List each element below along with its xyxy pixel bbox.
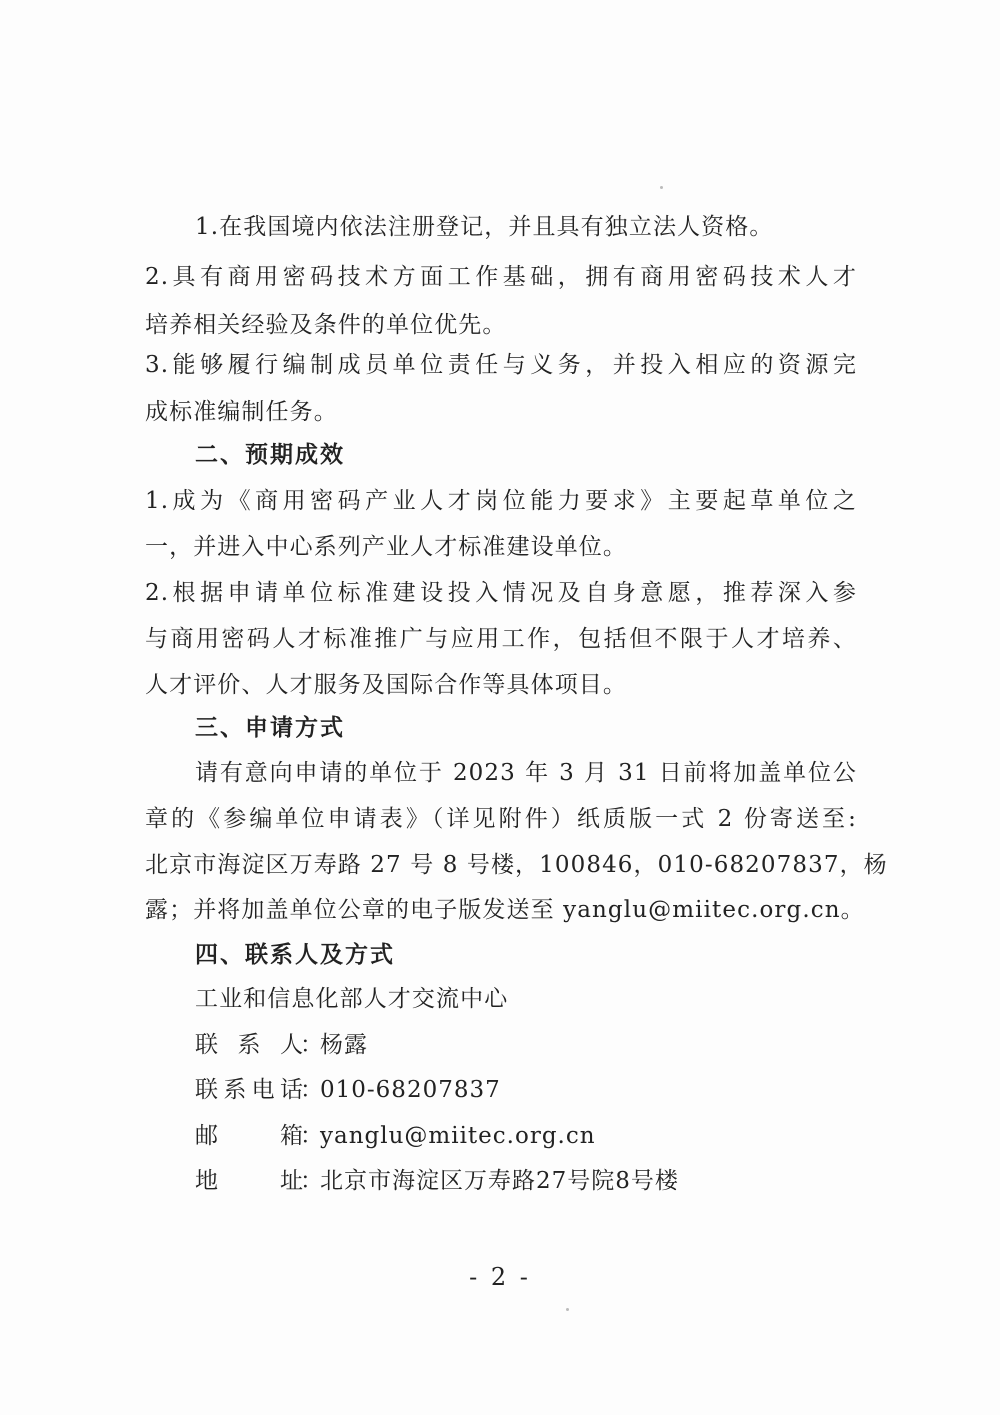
contact-person-label: 联系人: [195, 1032, 303, 1058]
page-number: - 2 -: [469, 1263, 531, 1291]
contact-person-colon: ：: [300, 1032, 323, 1058]
requirement-3-line-2: 成标准编制任务。: [145, 399, 338, 425]
contact-phone-label: 联系电话: [195, 1077, 303, 1103]
result-2-line-2: 与商用密码人才标准推广与应用工作，包括但不限于人才培养、: [145, 626, 857, 652]
contact-address-colon: ：: [300, 1168, 323, 1194]
result-1-line-1: 1.成为《商用密码产业人才岗位能力要求》主要起草单位之: [145, 488, 857, 514]
application-line-4: 露；并将加盖单位公章的电子版发送至 yanglu@miitec.org.cn。: [145, 897, 865, 923]
result-2-line-3: 人才评价、人才服务及国际合作等具体项目。: [145, 672, 627, 698]
requirement-1: 1.在我国境内依法注册登记，并且具有独立法人资格。: [195, 214, 774, 240]
contact-organization: 工业和信息化部人才交流中心: [195, 986, 509, 1012]
application-line-3: 北京市海淀区万寿路 27 号 8 号楼，100846，010-68207837，杨: [145, 852, 888, 878]
requirement-2-line-1: 2.具有商用密码技术方面工作基础，拥有商用密码技术人才: [145, 264, 857, 290]
heading-contact: 四、联系人及方式: [195, 942, 395, 968]
requirement-2-line-2: 培养相关经验及条件的单位优先。: [145, 312, 507, 338]
application-line-2: 章的《参编单位申请表》（详见附件）纸质版一式 2 份寄送至:: [145, 806, 857, 832]
scan-speck: [660, 186, 663, 189]
application-line-1: 请有意向申请的单位于 2023 年 3 月 31 日前将加盖单位公: [195, 760, 857, 786]
contact-email-label: 邮箱: [195, 1123, 303, 1149]
contact-address-value: 北京市海淀区万寿路27号院8号楼: [320, 1168, 679, 1194]
result-1-line-2: 一，并进入中心系列产业人才标准建设单位。: [145, 534, 627, 560]
contact-phone-value: 010-68207837: [320, 1077, 501, 1103]
contact-email-colon: ：: [300, 1123, 323, 1149]
requirement-3-line-1: 3.能够履行编制成员单位责任与义务，并投入相应的资源完: [145, 352, 857, 378]
contact-email-value: yanglu@miitec.org.cn: [320, 1123, 596, 1149]
heading-expected-results: 二、预期成效: [195, 442, 345, 468]
contact-address-label: 地址: [195, 1168, 303, 1194]
scan-speck: [566, 1308, 569, 1311]
result-2-line-1: 2.根据申请单位标准建设投入情况及自身意愿，推荐深入参: [145, 580, 857, 606]
contact-phone-colon: ：: [300, 1077, 323, 1103]
heading-application-method: 三、申请方式: [195, 715, 345, 741]
contact-person-value: 杨露: [320, 1032, 368, 1058]
